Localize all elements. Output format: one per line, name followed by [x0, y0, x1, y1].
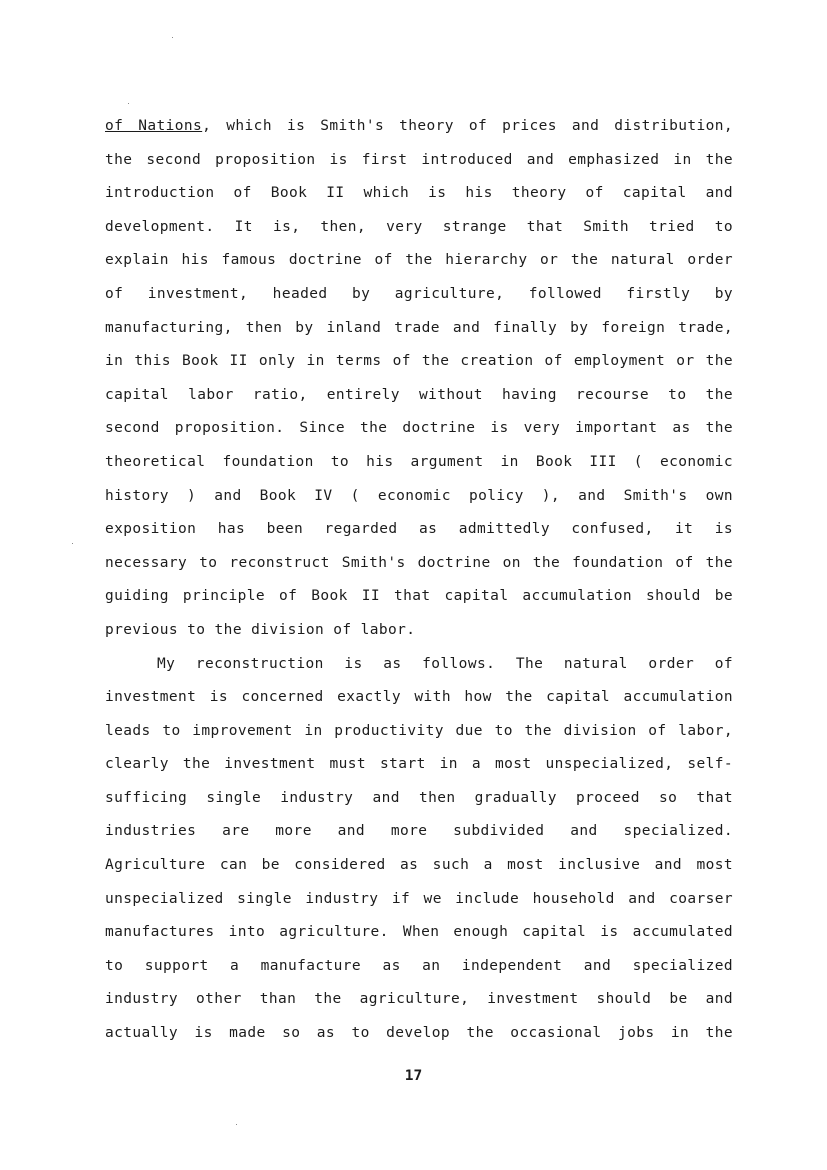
paragraph-last-line: previous to the division of labor. [105, 621, 416, 638]
text-line: capital labor ratio, entirely without having recourse to the [105, 386, 733, 403]
text-line: of investment, headed by agriculture, followed firstly by [105, 285, 733, 302]
scan-speck [236, 1124, 237, 1125]
text-line [105, 110, 733, 144]
text-line: in this Book II only in terms of the creation of employment or the [105, 353, 733, 370]
text-line: explain his famous doctrine of the hierarchy or the natural order [105, 252, 733, 269]
text-line: Agriculture can be considered as such a most inclusive and most [105, 857, 733, 874]
text-line: actually is made so as to develop the occasional jobs in the [105, 1025, 733, 1042]
text-line: clearly the investment must start in a most unspecialized, self- [105, 756, 733, 773]
scan-speck [172, 37, 173, 38]
text-line: introduction of Book II which is his theory of capital and [105, 185, 733, 202]
text-line: history ) and Book IV ( economic policy ), and Smith's own [105, 487, 733, 504]
text-line-rest: , which is Smith's theory of prices and distribution, [202, 118, 733, 134]
text-line: industries are more and more subdivided and specialized. [105, 823, 733, 840]
text-line: development. It is, then, very strange that Smith tried to [105, 218, 733, 235]
scan-speck [72, 543, 73, 544]
scan-speck [128, 103, 129, 104]
text-line: manufacturing, then by inland trade and finally by foreign trade, [105, 319, 733, 336]
text-line: guiding principle of Book II that capital accumulation should be [105, 588, 733, 605]
text-line: second proposition. Since the doctrine is very important as the [105, 420, 733, 437]
text-line: manufactures into agriculture. When enough capital is accumulated [105, 924, 733, 941]
paragraph-first-line: My reconstruction is as follows. The natural order of [157, 655, 733, 672]
text-line: industry other than the agriculture, investment should be and [105, 991, 733, 1008]
page-number: 17 [404, 1068, 423, 1084]
text-line: leads to improvement in productivity due to the division of labor, [105, 722, 733, 739]
text-line: sufficing single industry and then gradually proceed so that [105, 789, 733, 806]
text-line: to support a manufacture as an independent and specialized [105, 957, 733, 974]
book-title-fragment: of Nations [105, 118, 203, 134]
text-line: necessary to reconstruct Smith's doctrine on the foundation of the [105, 554, 733, 571]
text-line: unspecialized single industry if we include household and coarser [105, 890, 733, 907]
body-text [105, 110, 733, 1051]
text-line: theoretical foundation to his argument in Book III ( economic [105, 453, 733, 470]
text-line: the second proposition is first introduced and emphasized in the [105, 151, 733, 168]
text-line: investment is concerned exactly with how the capital accumulation [105, 689, 733, 706]
text-line: exposition has been regarded as admittedly confused, it is [105, 521, 733, 538]
